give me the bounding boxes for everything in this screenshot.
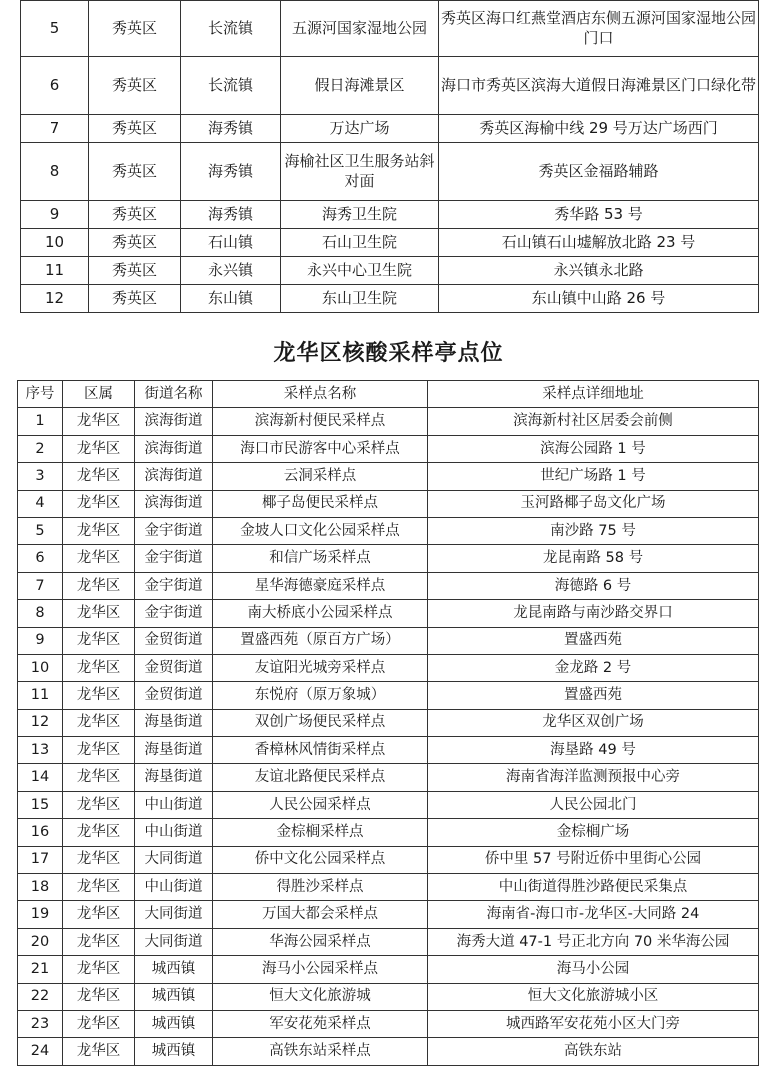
cell-site-name: 得胜沙采样点 (213, 874, 428, 901)
cell-no: 8 (18, 600, 63, 627)
cell-site-address: 世纪广场路 1 号 (428, 463, 759, 490)
cell-no: 21 (18, 956, 63, 983)
cell-district: 龙华区 (63, 463, 135, 490)
cell-site-address: 永兴镇永北路 (439, 257, 759, 285)
cell-site-address: 金龙路 2 号 (428, 654, 759, 681)
table-row (18, 737, 759, 764)
cell-no: 10 (18, 654, 63, 681)
table-row (18, 791, 759, 818)
table-row (18, 1038, 759, 1065)
table-row (18, 709, 759, 736)
cell-district: 龙华区 (63, 901, 135, 928)
cell-site-name: 高铁东站采样点 (213, 1038, 428, 1065)
cell-no: 9 (18, 627, 63, 654)
cell-site-address: 秀华路 53 号 (439, 201, 759, 229)
cell-street: 长流镇 (181, 57, 281, 115)
cell-site-name: 金棕榈采样点 (213, 819, 428, 846)
cell-site-address: 人民公园北门 (428, 791, 759, 818)
cell-street: 城西镇 (135, 1010, 213, 1037)
cell-no: 7 (18, 572, 63, 599)
cell-street: 滨海街道 (135, 463, 213, 490)
cell-site-address: 玉河路椰子岛文化广场 (428, 490, 759, 517)
cell-no: 15 (18, 791, 63, 818)
cell-no: 14 (18, 764, 63, 791)
table-row (21, 1, 759, 57)
cell-district: 龙华区 (63, 737, 135, 764)
cell-district: 龙华区 (63, 928, 135, 955)
cell-site-name: 五源河国家湿地公园 (281, 1, 439, 57)
cell-no: 20 (18, 928, 63, 955)
cell-site-address: 置盛西苑 (428, 627, 759, 654)
cell-no: 12 (18, 709, 63, 736)
cell-site-name: 恒大文化旅游城 (213, 983, 428, 1010)
table-row (18, 956, 759, 983)
cell-site-name: 海秀卫生院 (281, 201, 439, 229)
table-row (18, 819, 759, 846)
cell-site-address: 南沙路 75 号 (428, 517, 759, 544)
cell-site-address: 侨中里 57 号附近侨中里街心公园 (428, 846, 759, 873)
cell-site-address: 石山镇石山墟解放北路 23 号 (439, 229, 759, 257)
table-row (21, 201, 759, 229)
cell-district: 龙华区 (63, 983, 135, 1010)
cell-site-address: 秀英区海榆中线 29 号万达广场西门 (439, 115, 759, 143)
section-title: 龙华区核酸采样亭点位 (273, 341, 504, 366)
cell-site-name: 双创广场便民采样点 (213, 709, 428, 736)
cell-site-address: 海南省海洋监测预报中心旁 (428, 764, 759, 791)
cell-district: 龙华区 (63, 435, 135, 462)
cell-street: 金贸街道 (135, 682, 213, 709)
cell-site-name: 军安花苑采样点 (213, 1010, 428, 1037)
cell-street: 滨海街道 (135, 490, 213, 517)
cell-district: 龙华区 (63, 600, 135, 627)
cell-district: 秀英区 (89, 229, 181, 257)
cell-district: 秀英区 (89, 57, 181, 115)
header-site-name: 采样点名称 (213, 381, 428, 408)
cell-district: 秀英区 (89, 201, 181, 229)
cell-street: 大同街道 (135, 901, 213, 928)
cell-no: 2 (18, 435, 63, 462)
cell-district: 龙华区 (63, 1038, 135, 1065)
cell-district: 龙华区 (63, 1010, 135, 1037)
cell-street: 海垦街道 (135, 709, 213, 736)
table-row (18, 463, 759, 490)
cell-no: 17 (18, 846, 63, 873)
cell-site-name: 东悦府（原万象城） (213, 682, 428, 709)
table-row (21, 57, 759, 115)
cell-site-address: 滨海新村社区居委会前侧 (428, 408, 759, 435)
cell-site-name: 石山卫生院 (281, 229, 439, 257)
cell-district: 秀英区 (89, 115, 181, 143)
cell-district: 龙华区 (63, 709, 135, 736)
cell-district: 龙华区 (63, 408, 135, 435)
table-row (18, 901, 759, 928)
cell-site-address: 金棕榈广场 (428, 819, 759, 846)
cell-no: 9 (21, 201, 89, 229)
xiuying-table-body (21, 1, 759, 313)
cell-site-name: 滨海新村便民采样点 (213, 408, 428, 435)
cell-site-address: 海南省-海口市-龙华区-大同路 24 (428, 901, 759, 928)
cell-street: 城西镇 (135, 1038, 213, 1065)
table-row (18, 846, 759, 873)
cell-district: 龙华区 (63, 517, 135, 544)
cell-district: 龙华区 (63, 627, 135, 654)
cell-district: 龙华区 (63, 682, 135, 709)
cell-site-address: 龙昆南路 58 号 (428, 545, 759, 572)
longhua-table-header (18, 381, 759, 408)
cell-district: 龙华区 (63, 654, 135, 681)
cell-street: 滨海街道 (135, 435, 213, 462)
cell-street: 中山街道 (135, 791, 213, 818)
cell-site-name: 金坡人口文化公园采样点 (213, 517, 428, 544)
cell-street: 永兴镇 (181, 257, 281, 285)
cell-site-name: 海马小公园采样点 (213, 956, 428, 983)
cell-district: 秀英区 (89, 257, 181, 285)
cell-site-address: 秀英区金福路辅路 (439, 143, 759, 201)
header-site-address: 采样点详细地址 (428, 381, 759, 408)
cell-no: 6 (21, 57, 89, 115)
cell-no: 1 (18, 408, 63, 435)
table-row (18, 572, 759, 599)
cell-district: 龙华区 (63, 545, 135, 572)
cell-street: 大同街道 (135, 928, 213, 955)
cell-site-name: 海口市民游客中心采样点 (213, 435, 428, 462)
cell-no: 8 (21, 143, 89, 201)
table-row (18, 764, 759, 791)
cell-no: 7 (21, 115, 89, 143)
cell-site-name: 永兴中心卫生院 (281, 257, 439, 285)
header-street: 街道名称 (135, 381, 213, 408)
longhua-table-body (18, 408, 759, 1065)
cell-no: 11 (21, 257, 89, 285)
table-row (18, 600, 759, 627)
cell-district: 龙华区 (63, 819, 135, 846)
cell-site-name: 人民公园采样点 (213, 791, 428, 818)
table-row (18, 983, 759, 1010)
cell-site-name: 南大桥底小公园采样点 (213, 600, 428, 627)
cell-site-name: 置盛西苑（原百方广场） (213, 627, 428, 654)
cell-site-address: 滨海公园路 1 号 (428, 435, 759, 462)
cell-street: 城西镇 (135, 956, 213, 983)
cell-site-address: 城西路军安花苑小区大门旁 (428, 1010, 759, 1037)
cell-no: 4 (18, 490, 63, 517)
table-row (21, 143, 759, 201)
cell-site-address: 海秀大道 47-1 号正北方向 70 米华海公园 (428, 928, 759, 955)
cell-no: 19 (18, 901, 63, 928)
cell-site-name: 侨中文化公园采样点 (213, 846, 428, 873)
header-district: 区属 (63, 381, 135, 408)
cell-district: 龙华区 (63, 791, 135, 818)
table-row (18, 545, 759, 572)
cell-site-name: 华海公园采样点 (213, 928, 428, 955)
cell-no: 24 (18, 1038, 63, 1065)
cell-street: 海垦街道 (135, 764, 213, 791)
cell-street: 滨海街道 (135, 408, 213, 435)
cell-street: 金贸街道 (135, 627, 213, 654)
cell-site-address: 龙华区双创广场 (428, 709, 759, 736)
cell-street: 大同街道 (135, 846, 213, 873)
cell-site-address: 秀英区海口红燕堂酒店东侧五源河国家湿地公园门口 (439, 1, 759, 57)
cell-site-address: 海口市秀英区滨海大道假日海滩景区门口绿化带 (439, 57, 759, 115)
cell-district: 秀英区 (89, 1, 181, 57)
cell-no: 18 (18, 874, 63, 901)
cell-street: 城西镇 (135, 983, 213, 1010)
cell-site-name: 椰子岛便民采样点 (213, 490, 428, 517)
cell-no: 5 (21, 1, 89, 57)
cell-site-address: 置盛西苑 (428, 682, 759, 709)
cell-street: 金贸街道 (135, 654, 213, 681)
cell-street: 金宇街道 (135, 572, 213, 599)
table-row (18, 435, 759, 462)
cell-site-address: 海德路 6 号 (428, 572, 759, 599)
table-row (18, 1010, 759, 1037)
xiuying-sampling-table (20, 0, 759, 313)
cell-district: 龙华区 (63, 956, 135, 983)
cell-street: 海秀镇 (181, 115, 281, 143)
cell-site-name: 假日海滩景区 (281, 57, 439, 115)
cell-street: 石山镇 (181, 229, 281, 257)
cell-site-name: 万达广场 (281, 115, 439, 143)
cell-street: 中山街道 (135, 819, 213, 846)
table-row (21, 285, 759, 313)
cell-no: 13 (18, 737, 63, 764)
cell-no: 5 (18, 517, 63, 544)
longhua-sampling-table (17, 380, 759, 1066)
cell-site-address: 海垦路 49 号 (428, 737, 759, 764)
cell-site-name: 星华海德豪庭采样点 (213, 572, 428, 599)
cell-street: 海秀镇 (181, 143, 281, 201)
cell-site-name: 友谊阳光城旁采样点 (213, 654, 428, 681)
cell-site-address: 中山街道得胜沙路便民采集点 (428, 874, 759, 901)
cell-no: 10 (21, 229, 89, 257)
cell-site-name: 云洞采样点 (213, 463, 428, 490)
cell-site-name: 万国大都会采样点 (213, 901, 428, 928)
header-no: 序号 (18, 381, 63, 408)
cell-site-name: 友谊北路便民采样点 (213, 764, 428, 791)
cell-site-address: 高铁东站 (428, 1038, 759, 1065)
cell-site-name: 香樟林风情街采样点 (213, 737, 428, 764)
table-row (18, 490, 759, 517)
cell-street: 海秀镇 (181, 201, 281, 229)
cell-district: 龙华区 (63, 764, 135, 791)
cell-no: 3 (18, 463, 63, 490)
cell-street: 东山镇 (181, 285, 281, 313)
cell-no: 11 (18, 682, 63, 709)
cell-district: 龙华区 (63, 572, 135, 599)
cell-street: 金宇街道 (135, 600, 213, 627)
cell-district: 龙华区 (63, 490, 135, 517)
table-row (18, 874, 759, 901)
cell-street: 海垦街道 (135, 737, 213, 764)
cell-district: 秀英区 (89, 285, 181, 313)
cell-district: 龙华区 (63, 874, 135, 901)
cell-no: 22 (18, 983, 63, 1010)
cell-district: 秀英区 (89, 143, 181, 201)
cell-no: 6 (18, 545, 63, 572)
cell-site-name: 东山卫生院 (281, 285, 439, 313)
table-row (21, 115, 759, 143)
cell-street: 金宇街道 (135, 517, 213, 544)
table-row (18, 928, 759, 955)
cell-site-name: 海榆社区卫生服务站斜对面 (281, 143, 439, 201)
table-row (18, 654, 759, 681)
table-row (18, 408, 759, 435)
cell-street: 金宇街道 (135, 545, 213, 572)
table-row (21, 229, 759, 257)
table-row (18, 627, 759, 654)
cell-site-address: 恒大文化旅游城小区 (428, 983, 759, 1010)
cell-site-address: 东山镇中山路 26 号 (439, 285, 759, 313)
cell-street: 长流镇 (181, 1, 281, 57)
cell-district: 龙华区 (63, 846, 135, 873)
cell-site-address: 海马小公园 (428, 956, 759, 983)
table-row (18, 682, 759, 709)
cell-street: 中山街道 (135, 874, 213, 901)
table-row (18, 517, 759, 544)
cell-site-name: 和信广场采样点 (213, 545, 428, 572)
cell-no: 23 (18, 1010, 63, 1037)
cell-site-address: 龙昆南路与南沙路交界口 (428, 600, 759, 627)
cell-no: 12 (21, 285, 89, 313)
cell-no: 16 (18, 819, 63, 846)
table-row (21, 257, 759, 285)
